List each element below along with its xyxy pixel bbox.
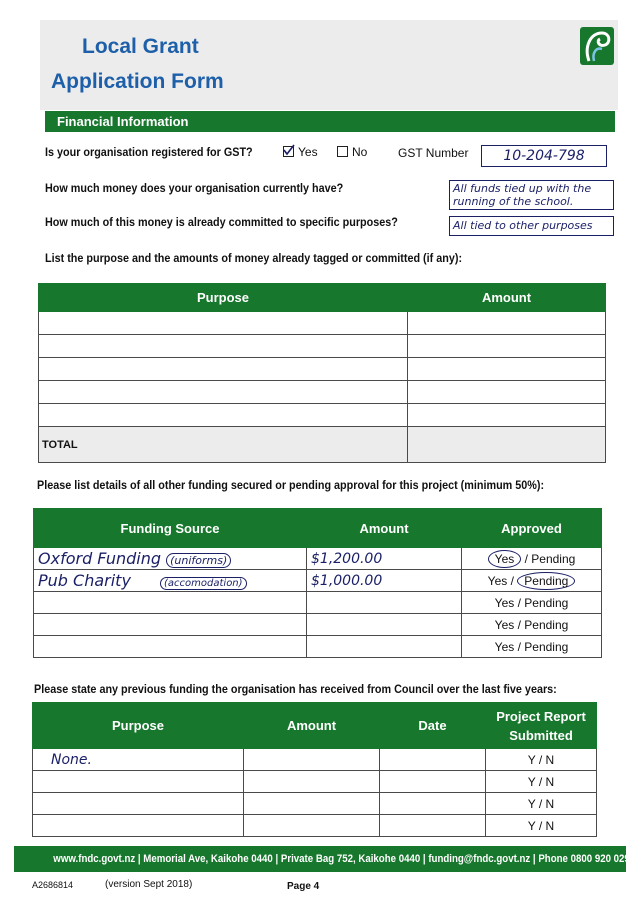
committed-cell[interactable] [39, 404, 408, 427]
previous-purpose-cell[interactable] [33, 771, 244, 793]
funding-row [34, 636, 602, 658]
funding-instruction: Please list details of all other funding secured or pending approval for this project (minimum 50%): [37, 478, 545, 492]
money-committed-question: How much of this money is already committed to specific purposes? [45, 215, 398, 229]
page-number: Page 4 [287, 881, 320, 892]
footer-contact-text: www.fndc.govt.nz | Memorial Ave, Kaikohe 0440 | Private Bag 752, Kaikohe 0440 | funding@fndc.govt.nz | Phone 0800 920 029 [53, 853, 630, 865]
gst-number-label: GST Number [398, 146, 469, 160]
checkmark-icon [283, 144, 295, 156]
funding-source-note: (uniforms) [166, 553, 231, 568]
funding-source-cell[interactable] [34, 614, 307, 636]
previous-report-cell[interactable]: Y / N [486, 815, 597, 837]
gst-yes-option[interactable] [283, 145, 318, 159]
funding-amount-cell[interactable]: $1,200.00 [307, 548, 462, 570]
footer-bar [14, 846, 630, 872]
form-title-line2: Application Form [51, 70, 224, 93]
committed-cell[interactable] [408, 404, 606, 427]
previous-header-date: Date [380, 703, 486, 749]
header-band [40, 20, 618, 110]
gst-question: Is your organisation registered for GST? [45, 145, 253, 159]
funding-table [33, 508, 602, 658]
previous-amount-cell[interactable] [244, 793, 380, 815]
version-label: (version Sept 2018) [105, 879, 193, 890]
approved-pending[interactable]: Pending [531, 551, 576, 566]
gst-no-option[interactable] [337, 145, 367, 159]
committed-instruction: List the purpose and the amounts of money already tagged or committed (if any): [45, 251, 463, 265]
committed-cell[interactable] [408, 358, 606, 381]
funding-source-cell[interactable] [34, 636, 307, 658]
previous-row [33, 749, 597, 771]
approved-yes[interactable]: Yes [494, 595, 515, 610]
funding-amount-cell[interactable] [307, 592, 462, 614]
funding-approved-cell[interactable]: Yes / Pending [462, 548, 602, 570]
funding-source-cell[interactable] [34, 570, 307, 592]
previous-header-purpose: Purpose [33, 703, 244, 749]
gst-yes-label: Yes [298, 145, 318, 159]
funding-amount-cell[interactable]: $1,000.00 [307, 570, 462, 592]
funding-source-text: Pub Charity [38, 571, 131, 590]
approved-yes[interactable]: Yes [494, 617, 515, 632]
approved-yes[interactable]: Yes [488, 550, 522, 568]
funding-approved-cell[interactable]: Yes / Pending [462, 636, 602, 658]
committed-cell[interactable] [39, 335, 408, 358]
gst-yes-checkbox[interactable] [283, 146, 294, 157]
approved-yes[interactable]: Yes [487, 573, 508, 588]
approved-yes[interactable]: Yes [494, 639, 515, 654]
previous-header-report: Project Report Submitted [486, 703, 597, 749]
previous-report-cell[interactable]: Y / N [486, 749, 597, 771]
section-title: Financial Information [45, 111, 615, 132]
money-committed-answer[interactable]: All tied to other purposes [449, 216, 614, 236]
funding-approved-cell[interactable]: Yes / Pending [462, 614, 602, 636]
previous-amount-cell[interactable] [244, 815, 380, 837]
form-title-line1: Local Grant [82, 35, 199, 58]
money-have-question: How much money does your organisation currently have? [45, 181, 344, 195]
previous-date-cell[interactable] [380, 749, 486, 771]
committed-total-value[interactable] [408, 427, 606, 463]
gst-number-field[interactable]: 10-204-798 [481, 145, 607, 167]
funding-row [34, 614, 602, 636]
approved-pending[interactable]: Pending [524, 617, 569, 632]
previous-report-cell[interactable]: Y / N [486, 793, 597, 815]
previous-row [33, 793, 597, 815]
funding-source-note: (accomodation) [160, 577, 247, 590]
funding-row [34, 548, 602, 570]
committed-header-amount: Amount [408, 284, 606, 312]
committed-cell[interactable] [39, 312, 408, 335]
committed-table [38, 283, 606, 463]
gst-no-checkbox[interactable] [337, 146, 348, 157]
previous-purpose-cell[interactable] [33, 793, 244, 815]
funding-approved-cell[interactable]: Yes / Pending [462, 592, 602, 614]
previous-table [32, 702, 597, 837]
previous-row [33, 771, 597, 793]
previous-report-cell[interactable]: Y / N [486, 771, 597, 793]
funding-amount-cell[interactable] [307, 614, 462, 636]
council-logo-icon [580, 27, 614, 65]
money-have-answer[interactable]: All funds tied up with the running of the school. [449, 180, 614, 210]
funding-amount-cell[interactable] [307, 636, 462, 658]
doc-id: A2686814 [32, 880, 74, 890]
funding-source-text: Oxford Funding [38, 549, 162, 568]
committed-cell[interactable] [408, 312, 606, 335]
funding-approved-cell[interactable]: Yes / Pending [462, 570, 602, 592]
committed-cell[interactable] [39, 381, 408, 404]
funding-row [34, 592, 602, 614]
approved-pending[interactable]: Pending [517, 572, 575, 590]
committed-cell[interactable] [408, 335, 606, 358]
committed-header-purpose: Purpose [39, 284, 408, 312]
approved-pending[interactable]: Pending [524, 639, 569, 654]
funding-header-source: Funding Source [34, 509, 307, 548]
previous-amount-cell[interactable] [244, 771, 380, 793]
previous-instruction: Please state any previous funding the organisation has received from Council over the last five years: [34, 682, 557, 696]
previous-header-amount: Amount [244, 703, 380, 749]
committed-cell[interactable] [408, 381, 606, 404]
funding-row [34, 570, 602, 592]
funding-source-cell[interactable] [34, 592, 307, 614]
committed-total-label: TOTAL [39, 427, 408, 463]
funding-header-approved: Approved [462, 509, 602, 548]
previous-date-cell[interactable] [380, 771, 486, 793]
approved-pending[interactable]: Pending [524, 595, 569, 610]
previous-date-cell[interactable] [380, 793, 486, 815]
funding-source-cell[interactable] [34, 548, 307, 570]
funding-header-amount: Amount [307, 509, 462, 548]
previous-purpose-cell[interactable] [33, 815, 244, 837]
gst-no-label: No [352, 145, 368, 159]
committed-cell[interactable] [39, 358, 408, 381]
previous-amount-cell[interactable] [244, 749, 380, 771]
previous-purpose-cell[interactable]: None. [33, 749, 244, 771]
previous-date-cell[interactable] [380, 815, 486, 837]
previous-row [33, 815, 597, 837]
